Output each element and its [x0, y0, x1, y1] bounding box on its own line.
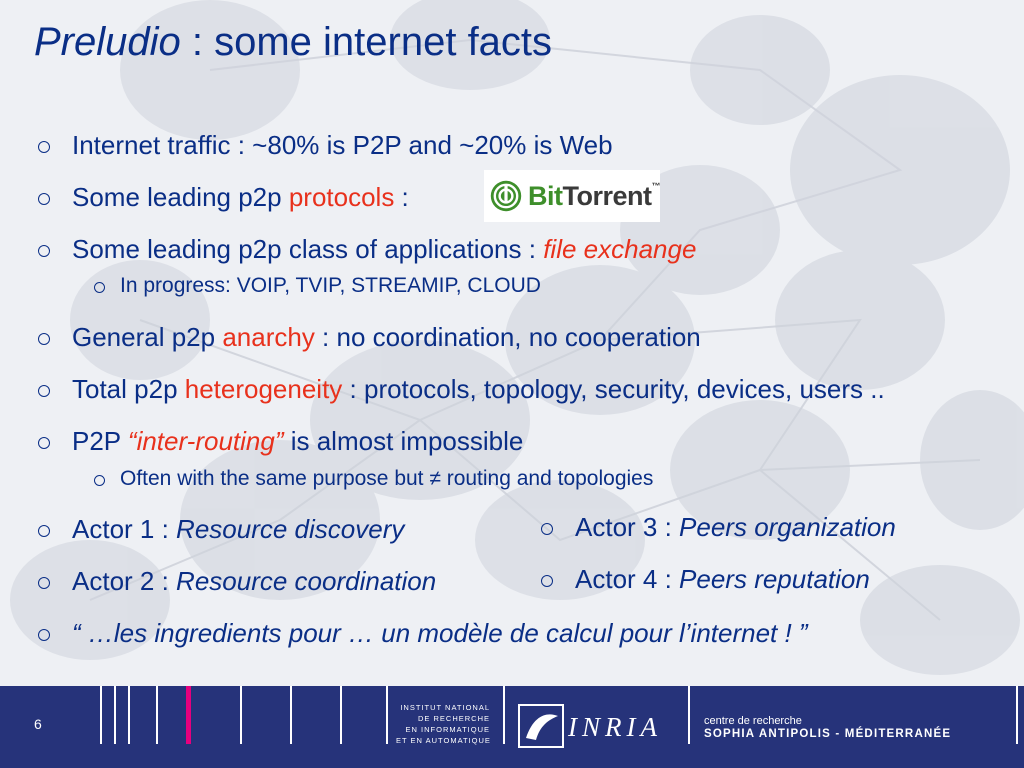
bittorrent-wordmark: BitTorrent™: [528, 180, 660, 211]
bullet-inter-routing: P2P “inter-routing” is almost impossible: [72, 426, 523, 457]
inter-routing-term: “inter-routing”: [127, 426, 284, 456]
footer-divider: [114, 686, 116, 744]
bullet-actor-1: Actor 1 : Resource discovery: [72, 514, 404, 545]
bullet-circle-icon: [94, 475, 105, 486]
footer-divider: [240, 686, 242, 744]
footer-divider: [1016, 686, 1018, 744]
bullet-actor-2: Actor 2 : Resource coordination: [72, 566, 436, 597]
bullet-quote: “ …les ingredients pour … un modèle de calcul pour l’internet ! ”: [72, 618, 808, 649]
footer-divider: [290, 686, 292, 744]
sub-bullet-same-purpose: Often with the same purpose but ≠ routing and topologies: [120, 467, 653, 491]
inria-logo-icon: [518, 704, 564, 748]
bullet-circle-icon: [541, 523, 553, 535]
bullet-circle-icon: [94, 282, 105, 293]
inria-wordmark: INRIA: [568, 712, 662, 742]
title-rest: : some internet facts: [180, 20, 553, 64]
footer-divider: [156, 686, 158, 744]
bullet-traffic: Internet traffic : ~80% is P2P and ~20% is Web: [72, 130, 613, 161]
centre-site: SOPHIA ANTIPOLIS - MÉDITERRANÉE: [704, 728, 952, 740]
bullet-applications: Some leading p2p class of applications : file exchange: [72, 234, 696, 265]
heterogeneity-term: heterogeneity: [184, 374, 343, 404]
slide-title: [34, 20, 552, 65]
bullet-circle-icon: [541, 575, 553, 587]
bullet-actor-4: Actor 4 : Peers reputation: [575, 564, 870, 595]
footer-divider: [503, 686, 505, 744]
bullet-anarchy: General p2p anarchy : no coordination, no cooperation: [72, 322, 701, 353]
bullet-circle-icon: [38, 437, 50, 449]
footer-divider: [100, 686, 102, 744]
traffic-term: traffic: [167, 130, 231, 160]
bullet-circle-icon: [38, 385, 50, 397]
footer-accent-bar: [186, 686, 191, 744]
protocols-term: protocols: [288, 182, 395, 212]
bullet-protocols: Some leading p2p protocols :: [72, 182, 409, 213]
centre-label: centre de recherche: [704, 715, 802, 727]
bullet-circle-icon: [38, 629, 50, 641]
title-emphasis: Preludio: [34, 20, 181, 64]
bullet-heterogeneity: Total p2p heterogeneity : protocols, topology, security, devices, users ..: [72, 374, 885, 405]
sub-bullet-in-progress: In progress: VOIP, TVIP, STREAMIP, CLOUD: [120, 274, 541, 298]
bullet-circle-icon: [38, 141, 50, 153]
bullet-circle-icon: [38, 525, 50, 537]
bullet-circle-icon: [38, 333, 50, 345]
bullet-circle-icon: [38, 193, 50, 205]
anarchy-term: anarchy: [222, 322, 315, 352]
footer-divider: [128, 686, 130, 744]
institute-name: INSTITUT NATIONAL DE RECHERCHE EN INFORMATIQUE ET EN AUTOMATIQUE: [396, 703, 491, 745]
bullet-actor-3: Actor 3 : Peers organization: [575, 512, 896, 543]
page-number: 6: [34, 716, 42, 732]
footer-divider: [386, 686, 388, 744]
file-exchange-term: file exchange: [543, 234, 697, 264]
bullet-circle-icon: [38, 245, 50, 257]
footer-divider: [688, 686, 690, 744]
bullet-circle-icon: [38, 577, 50, 589]
bittorrent-icon: [490, 176, 522, 216]
footer-divider: [340, 686, 342, 744]
footer-bar: [0, 686, 1024, 768]
bittorrent-logo: [484, 170, 660, 222]
